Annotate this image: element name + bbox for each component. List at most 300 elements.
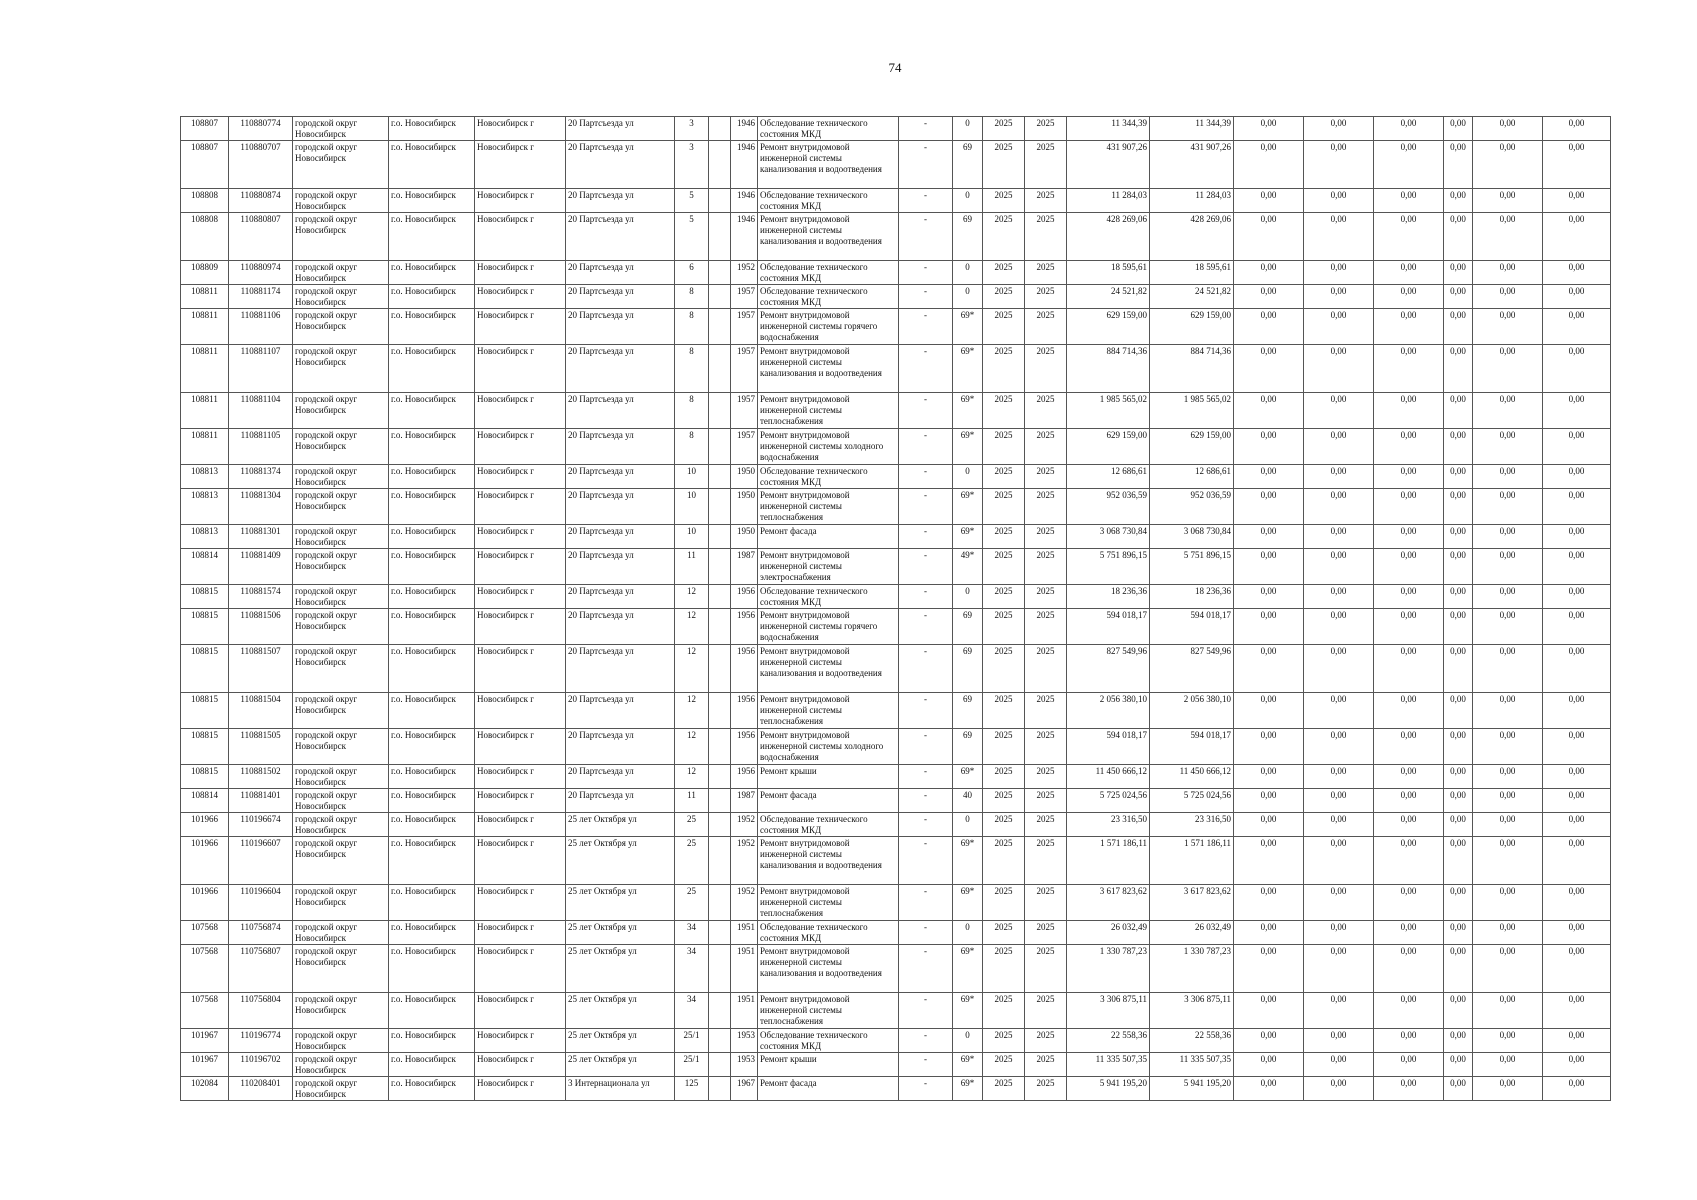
cell-year-end: 2025 xyxy=(1025,489,1067,525)
cell-city: Новосибирск г xyxy=(475,429,566,465)
cell-year-end: 2025 xyxy=(1025,921,1067,945)
cell-code: 110881502 xyxy=(229,765,293,789)
cell-total: 11 335 507,35 xyxy=(1150,1053,1234,1077)
cell-cost: 11 450 666,12 xyxy=(1067,765,1150,789)
cell-value-2: 0,00 xyxy=(1304,813,1374,837)
cell-year-start: 2025 xyxy=(983,525,1025,549)
cell-house: 25 xyxy=(675,813,709,837)
cell-value-3: 0,00 xyxy=(1374,789,1444,813)
cell-code: 110881304 xyxy=(229,489,293,525)
cell-work-type: Ремонт внутридомовой инженерной системы горячего водоснабжения xyxy=(758,309,899,345)
cell-house: 3 xyxy=(675,117,709,141)
cell-municipality: г.о. Новосибирск xyxy=(389,813,475,837)
table-row xyxy=(181,393,1611,429)
cell-dash: - xyxy=(899,261,953,285)
cell-year: 1957 xyxy=(731,285,758,309)
cell-value-6: 0,00 xyxy=(1543,465,1611,489)
cell-value-3: 0,00 xyxy=(1374,885,1444,921)
cell-cost: 26 032,49 xyxy=(1067,921,1150,945)
table-row xyxy=(181,189,1611,213)
cell-wear: 0 xyxy=(953,921,983,945)
cell-district: городской округ Новосибирск xyxy=(293,213,389,261)
cell-value-6: 0,00 xyxy=(1543,729,1611,765)
cell-code: 110880807 xyxy=(229,213,293,261)
cell-value-4: 0,00 xyxy=(1444,693,1473,729)
cell-value-5: 0,00 xyxy=(1473,429,1543,465)
cell-cost: 594 018,17 xyxy=(1067,729,1150,765)
cell-id: 107568 xyxy=(181,921,229,945)
cell-district: городской округ Новосибирск xyxy=(293,813,389,837)
cell-value-5: 0,00 xyxy=(1473,921,1543,945)
cell-total: 1 985 565,02 xyxy=(1150,393,1234,429)
cell-wear: 40 xyxy=(953,789,983,813)
cell-house: 8 xyxy=(675,309,709,345)
cell-total: 23 316,50 xyxy=(1150,813,1234,837)
cell-letter xyxy=(709,693,731,729)
cell-year-end: 2025 xyxy=(1025,189,1067,213)
table-row xyxy=(181,465,1611,489)
cell-total: 11 344,39 xyxy=(1150,117,1234,141)
cell-street: 20 Партсъезда ул xyxy=(566,789,675,813)
cell-id: 101966 xyxy=(181,837,229,885)
cell-year: 1956 xyxy=(731,585,758,609)
cell-code: 110881107 xyxy=(229,345,293,393)
cell-street: 20 Партсъезда ул xyxy=(566,213,675,261)
cell-municipality: г.о. Новосибирск xyxy=(389,945,475,993)
cell-dash: - xyxy=(899,765,953,789)
cell-street: 20 Партсъезда ул xyxy=(566,393,675,429)
cell-municipality: г.о. Новосибирск xyxy=(389,189,475,213)
cell-dash: - xyxy=(899,645,953,693)
cell-total: 24 521,82 xyxy=(1150,285,1234,309)
cell-wear: 0 xyxy=(953,1029,983,1053)
cell-year: 1957 xyxy=(731,429,758,465)
cell-value-5: 0,00 xyxy=(1473,309,1543,345)
cell-value-5: 0,00 xyxy=(1473,729,1543,765)
cell-district: городской округ Новосибирск xyxy=(293,309,389,345)
cell-house: 3 xyxy=(675,141,709,189)
cell-district: городской округ Новосибирск xyxy=(293,393,389,429)
cell-total: 18 236,36 xyxy=(1150,585,1234,609)
cell-year-start: 2025 xyxy=(983,945,1025,993)
cell-district: городской округ Новосибирск xyxy=(293,285,389,309)
cell-municipality: г.о. Новосибирск xyxy=(389,921,475,945)
cell-value-4: 0,00 xyxy=(1444,549,1473,585)
cell-id: 108809 xyxy=(181,261,229,285)
cell-wear: 0 xyxy=(953,813,983,837)
cell-work-type: Ремонт фасада xyxy=(758,1077,899,1101)
cell-house: 25/1 xyxy=(675,1053,709,1077)
cell-dash: - xyxy=(899,921,953,945)
cell-value-5: 0,00 xyxy=(1473,693,1543,729)
cell-value-5: 0,00 xyxy=(1473,465,1543,489)
table-row xyxy=(181,645,1611,693)
cell-wear: 69* xyxy=(953,345,983,393)
cell-year-end: 2025 xyxy=(1025,585,1067,609)
cell-value-1: 0,00 xyxy=(1234,1053,1304,1077)
cell-value-3: 0,00 xyxy=(1374,645,1444,693)
cell-house: 34 xyxy=(675,945,709,993)
cell-street: 25 лет Октября ул xyxy=(566,885,675,921)
cell-code: 110196674 xyxy=(229,813,293,837)
cell-cost: 3 068 730,84 xyxy=(1067,525,1150,549)
cell-value-6: 0,00 xyxy=(1543,993,1611,1029)
cell-id: 108811 xyxy=(181,285,229,309)
cell-code: 110881401 xyxy=(229,789,293,813)
cell-id: 108807 xyxy=(181,117,229,141)
cell-district: городской округ Новосибирск xyxy=(293,837,389,885)
cell-value-5: 0,00 xyxy=(1473,525,1543,549)
cell-wear: 69* xyxy=(953,489,983,525)
cell-letter xyxy=(709,885,731,921)
cell-street: 25 лет Октября ул xyxy=(566,837,675,885)
cell-value-1: 0,00 xyxy=(1234,309,1304,345)
cell-year: 1950 xyxy=(731,525,758,549)
cell-year-end: 2025 xyxy=(1025,285,1067,309)
cell-value-1: 0,00 xyxy=(1234,885,1304,921)
cell-total: 1 571 186,11 xyxy=(1150,837,1234,885)
data-table xyxy=(180,116,1611,1101)
cell-value-3: 0,00 xyxy=(1374,489,1444,525)
cell-value-4: 0,00 xyxy=(1444,993,1473,1029)
cell-house: 12 xyxy=(675,609,709,645)
cell-letter xyxy=(709,585,731,609)
cell-id: 108814 xyxy=(181,549,229,585)
cell-id: 108815 xyxy=(181,765,229,789)
cell-cost: 1 985 565,02 xyxy=(1067,393,1150,429)
cell-value-4: 0,00 xyxy=(1444,813,1473,837)
cell-city: Новосибирск г xyxy=(475,1053,566,1077)
cell-house: 12 xyxy=(675,765,709,789)
cell-cost: 3 306 875,11 xyxy=(1067,993,1150,1029)
cell-wear: 0 xyxy=(953,285,983,309)
cell-house: 12 xyxy=(675,645,709,693)
cell-value-3: 0,00 xyxy=(1374,465,1444,489)
cell-value-6: 0,00 xyxy=(1543,789,1611,813)
cell-code: 110881505 xyxy=(229,729,293,765)
cell-cost: 24 521,82 xyxy=(1067,285,1150,309)
cell-city: Новосибирск г xyxy=(475,213,566,261)
cell-district: городской округ Новосибирск xyxy=(293,549,389,585)
cell-street: 20 Партсъезда ул xyxy=(566,141,675,189)
cell-value-3: 0,00 xyxy=(1374,837,1444,885)
cell-value-3: 0,00 xyxy=(1374,525,1444,549)
cell-value-2: 0,00 xyxy=(1304,345,1374,393)
cell-cost: 629 159,00 xyxy=(1067,429,1150,465)
cell-value-1: 0,00 xyxy=(1234,1029,1304,1053)
cell-dash: - xyxy=(899,837,953,885)
cell-value-4: 0,00 xyxy=(1444,345,1473,393)
cell-total: 11 284,03 xyxy=(1150,189,1234,213)
cell-value-2: 0,00 xyxy=(1304,309,1374,345)
cell-work-type: Обследование технического состояния МКД xyxy=(758,117,899,141)
cell-municipality: г.о. Новосибирск xyxy=(389,213,475,261)
cell-city: Новосибирск г xyxy=(475,693,566,729)
cell-year: 1946 xyxy=(731,189,758,213)
cell-year: 1956 xyxy=(731,645,758,693)
cell-district: городской округ Новосибирск xyxy=(293,525,389,549)
cell-value-2: 0,00 xyxy=(1304,1029,1374,1053)
cell-city: Новосибирск г xyxy=(475,117,566,141)
cell-id: 108808 xyxy=(181,189,229,213)
cell-year-start: 2025 xyxy=(983,837,1025,885)
cell-value-1: 0,00 xyxy=(1234,465,1304,489)
cell-value-3: 0,00 xyxy=(1374,729,1444,765)
cell-year: 1956 xyxy=(731,693,758,729)
table-row xyxy=(181,1053,1611,1077)
cell-year-start: 2025 xyxy=(983,729,1025,765)
cell-letter xyxy=(709,789,731,813)
cell-city: Новосибирск г xyxy=(475,993,566,1029)
cell-wear: 69 xyxy=(953,213,983,261)
cell-street: 20 Партсъезда ул xyxy=(566,465,675,489)
cell-wear: 69 xyxy=(953,141,983,189)
cell-dash: - xyxy=(899,885,953,921)
cell-house: 12 xyxy=(675,585,709,609)
cell-code: 110881374 xyxy=(229,465,293,489)
cell-id: 101967 xyxy=(181,1029,229,1053)
cell-street: 25 лет Октября ул xyxy=(566,921,675,945)
cell-wear: 69 xyxy=(953,693,983,729)
cell-year-end: 2025 xyxy=(1025,789,1067,813)
cell-year: 1950 xyxy=(731,489,758,525)
cell-work-type: Ремонт внутридомовой инженерной системы электроснабжения xyxy=(758,549,899,585)
cell-value-3: 0,00 xyxy=(1374,945,1444,993)
cell-value-6: 0,00 xyxy=(1543,693,1611,729)
cell-year-start: 2025 xyxy=(983,765,1025,789)
cell-year-end: 2025 xyxy=(1025,609,1067,645)
cell-municipality: г.о. Новосибирск xyxy=(389,1053,475,1077)
cell-code: 110881106 xyxy=(229,309,293,345)
cell-year: 1956 xyxy=(731,765,758,789)
cell-value-1: 0,00 xyxy=(1234,141,1304,189)
cell-wear: 69* xyxy=(953,429,983,465)
cell-value-1: 0,00 xyxy=(1234,813,1304,837)
cell-city: Новосибирск г xyxy=(475,345,566,393)
cell-work-type: Ремонт крыши xyxy=(758,1053,899,1077)
cell-dash: - xyxy=(899,309,953,345)
cell-id: 108814 xyxy=(181,789,229,813)
cell-street: 20 Партсъезда ул xyxy=(566,345,675,393)
cell-house: 8 xyxy=(675,429,709,465)
cell-district: городской округ Новосибирск xyxy=(293,921,389,945)
cell-value-6: 0,00 xyxy=(1543,813,1611,837)
cell-code: 110208401 xyxy=(229,1077,293,1101)
cell-year: 1952 xyxy=(731,837,758,885)
cell-year: 1987 xyxy=(731,549,758,585)
cell-dash: - xyxy=(899,549,953,585)
cell-dash: - xyxy=(899,993,953,1029)
cell-letter xyxy=(709,117,731,141)
cell-dash: - xyxy=(899,465,953,489)
cell-value-3: 0,00 xyxy=(1374,213,1444,261)
cell-value-5: 0,00 xyxy=(1473,609,1543,645)
cell-dash: - xyxy=(899,141,953,189)
cell-year-start: 2025 xyxy=(983,189,1025,213)
table-row xyxy=(181,141,1611,189)
cell-value-4: 0,00 xyxy=(1444,213,1473,261)
cell-work-type: Обследование технического состояния МКД xyxy=(758,285,899,309)
cell-year: 1952 xyxy=(731,885,758,921)
cell-year-start: 2025 xyxy=(983,993,1025,1029)
cell-house: 10 xyxy=(675,525,709,549)
cell-value-6: 0,00 xyxy=(1543,945,1611,993)
cell-total: 5 725 024,56 xyxy=(1150,789,1234,813)
cell-value-1: 0,00 xyxy=(1234,837,1304,885)
cell-id: 108811 xyxy=(181,345,229,393)
table-row xyxy=(181,813,1611,837)
cell-code: 110881574 xyxy=(229,585,293,609)
cell-year-start: 2025 xyxy=(983,309,1025,345)
cell-total: 22 558,36 xyxy=(1150,1029,1234,1053)
cell-district: городской округ Новосибирск xyxy=(293,729,389,765)
cell-year: 1953 xyxy=(731,1053,758,1077)
cell-value-2: 0,00 xyxy=(1304,1077,1374,1101)
cell-year-start: 2025 xyxy=(983,261,1025,285)
cell-wear: 69* xyxy=(953,393,983,429)
cell-dash: - xyxy=(899,789,953,813)
cell-cost: 12 686,61 xyxy=(1067,465,1150,489)
cell-municipality: г.о. Новосибирск xyxy=(389,609,475,645)
cell-municipality: г.о. Новосибирск xyxy=(389,489,475,525)
cell-value-4: 0,00 xyxy=(1444,945,1473,993)
cell-municipality: г.о. Новосибирск xyxy=(389,549,475,585)
table-row xyxy=(181,693,1611,729)
cell-wear: 0 xyxy=(953,189,983,213)
cell-value-5: 0,00 xyxy=(1473,765,1543,789)
cell-value-2: 0,00 xyxy=(1304,945,1374,993)
cell-value-6: 0,00 xyxy=(1543,837,1611,885)
page-number: 74 xyxy=(888,60,902,75)
cell-dash: - xyxy=(899,1029,953,1053)
cell-city: Новосибирск г xyxy=(475,141,566,189)
cell-code: 110196774 xyxy=(229,1029,293,1053)
cell-municipality: г.о. Новосибирск xyxy=(389,141,475,189)
cell-city: Новосибирск г xyxy=(475,309,566,345)
cell-dash: - xyxy=(899,1077,953,1101)
cell-value-1: 0,00 xyxy=(1234,921,1304,945)
cell-house: 12 xyxy=(675,693,709,729)
cell-value-4: 0,00 xyxy=(1444,885,1473,921)
cell-work-type: Обследование технического состояния МКД xyxy=(758,465,899,489)
cell-city: Новосибирск г xyxy=(475,1077,566,1101)
cell-year-start: 2025 xyxy=(983,645,1025,693)
cell-id: 108811 xyxy=(181,309,229,345)
cell-value-5: 0,00 xyxy=(1473,393,1543,429)
cell-city: Новосибирск г xyxy=(475,837,566,885)
cell-cost: 629 159,00 xyxy=(1067,309,1150,345)
cell-dash: - xyxy=(899,117,953,141)
cell-cost: 884 714,36 xyxy=(1067,345,1150,393)
cell-value-3: 0,00 xyxy=(1374,585,1444,609)
cell-value-5: 0,00 xyxy=(1473,549,1543,585)
cell-year-start: 2025 xyxy=(983,585,1025,609)
cell-total: 3 617 823,62 xyxy=(1150,885,1234,921)
cell-value-4: 0,00 xyxy=(1444,1053,1473,1077)
cell-year-end: 2025 xyxy=(1025,837,1067,885)
table-row xyxy=(181,729,1611,765)
cell-value-2: 0,00 xyxy=(1304,117,1374,141)
cell-dash: - xyxy=(899,393,953,429)
cell-value-5: 0,00 xyxy=(1473,1053,1543,1077)
cell-value-4: 0,00 xyxy=(1444,465,1473,489)
cell-code: 110881174 xyxy=(229,285,293,309)
cell-wear: 69* xyxy=(953,1053,983,1077)
cell-id: 108811 xyxy=(181,429,229,465)
cell-value-4: 0,00 xyxy=(1444,729,1473,765)
cell-code: 110881104 xyxy=(229,393,293,429)
cell-value-5: 0,00 xyxy=(1473,141,1543,189)
cell-value-4: 0,00 xyxy=(1444,261,1473,285)
cell-value-6: 0,00 xyxy=(1543,309,1611,345)
cell-value-1: 0,00 xyxy=(1234,1077,1304,1101)
cell-value-1: 0,00 xyxy=(1234,693,1304,729)
cell-year: 1951 xyxy=(731,945,758,993)
cell-value-3: 0,00 xyxy=(1374,117,1444,141)
cell-street: 20 Партсъезда ул xyxy=(566,585,675,609)
cell-value-1: 0,00 xyxy=(1234,993,1304,1029)
table-row xyxy=(181,609,1611,645)
cell-code: 110196604 xyxy=(229,885,293,921)
cell-work-type: Ремонт внутридомовой инженерной системы канализования и водоотведения xyxy=(758,345,899,393)
cell-house: 25 xyxy=(675,885,709,921)
cell-code: 110196607 xyxy=(229,837,293,885)
cell-dash: - xyxy=(899,609,953,645)
cell-cost: 23 316,50 xyxy=(1067,813,1150,837)
cell-municipality: г.о. Новосибирск xyxy=(389,261,475,285)
cell-letter xyxy=(709,213,731,261)
cell-value-3: 0,00 xyxy=(1374,189,1444,213)
cell-value-5: 0,00 xyxy=(1473,261,1543,285)
cell-dash: - xyxy=(899,489,953,525)
cell-letter xyxy=(709,1053,731,1077)
cell-id: 102084 xyxy=(181,1077,229,1101)
cell-house: 5 xyxy=(675,189,709,213)
cell-city: Новосибирск г xyxy=(475,789,566,813)
cell-letter xyxy=(709,1077,731,1101)
cell-municipality: г.о. Новосибирск xyxy=(389,117,475,141)
cell-city: Новосибирск г xyxy=(475,189,566,213)
cell-code: 110880874 xyxy=(229,189,293,213)
cell-id: 107568 xyxy=(181,993,229,1029)
cell-value-6: 0,00 xyxy=(1543,489,1611,525)
cell-municipality: г.о. Новосибирск xyxy=(389,393,475,429)
cell-id: 108813 xyxy=(181,465,229,489)
cell-value-2: 0,00 xyxy=(1304,921,1374,945)
cell-value-2: 0,00 xyxy=(1304,729,1374,765)
cell-value-5: 0,00 xyxy=(1473,813,1543,837)
cell-work-type: Ремонт внутридомовой инженерной системы холодного водоснабжения xyxy=(758,729,899,765)
cell-value-1: 0,00 xyxy=(1234,429,1304,465)
table-row xyxy=(181,429,1611,465)
cell-value-5: 0,00 xyxy=(1473,189,1543,213)
cell-wear: 69* xyxy=(953,837,983,885)
cell-district: городской округ Новосибирск xyxy=(293,765,389,789)
cell-year-end: 2025 xyxy=(1025,261,1067,285)
cell-value-1: 0,00 xyxy=(1234,585,1304,609)
cell-street: 20 Партсъезда ул xyxy=(566,429,675,465)
cell-year-end: 2025 xyxy=(1025,309,1067,345)
cell-letter xyxy=(709,285,731,309)
cell-value-3: 0,00 xyxy=(1374,693,1444,729)
cell-letter xyxy=(709,345,731,393)
cell-total: 5 941 195,20 xyxy=(1150,1077,1234,1101)
cell-year: 1951 xyxy=(731,921,758,945)
cell-work-type: Ремонт внутридомовой инженерной системы теплоснабжения xyxy=(758,489,899,525)
cell-value-3: 0,00 xyxy=(1374,993,1444,1029)
cell-city: Новосибирск г xyxy=(475,525,566,549)
cell-value-2: 0,00 xyxy=(1304,1053,1374,1077)
